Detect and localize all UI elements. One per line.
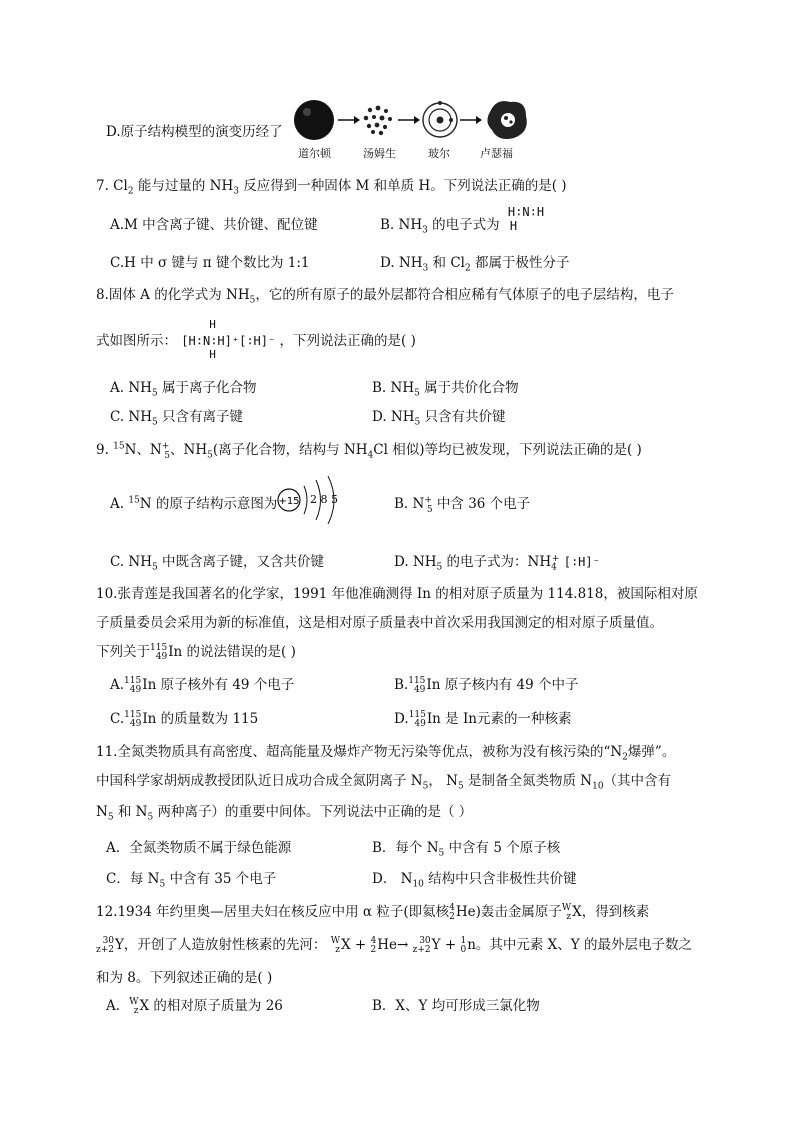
q11-option-d: D． $N_{10}$ 结构中只含非极性共价键 bbox=[372, 871, 577, 890]
q9-option-d: D. $NH_5$ 的电子式为：$NH_4^+$ [∶H]⁻ bbox=[394, 553, 600, 573]
q6-option-d-text: D.原子结构模型的演变历经了 bbox=[106, 124, 283, 140]
q8-option-c: C. $NH_5$ 只含有离子键 bbox=[110, 409, 244, 428]
atom-structure-diagram-icon bbox=[276, 476, 346, 528]
q11-option-c: C．每 $N_5$ 中含有 35 个电子 bbox=[106, 871, 277, 890]
q7-stem: 7. $Cl_2$ 能与过量的 $NH_3$ 反应得到一种固体 M 和单质 H。下列说法正确的是( ) bbox=[96, 178, 567, 197]
q8-stem: 8.固体 A 的化学式为 $NH_5$，它的所有原子的最外层都符合相应稀有气体原子的电子层结构，电子 bbox=[96, 287, 674, 306]
q12-option-a: A． W z X 的相对原子质量为 26 bbox=[106, 996, 283, 1016]
dalton-model-icon bbox=[294, 100, 334, 140]
q12-line2: 30 z+2 Y，开创了人造放射性核素的先河： W z X + 4 2 He→ 30 z+2 Y + 1 0 n。其中元素 X、Y 的最外层电子数之 bbox=[96, 935, 692, 955]
q10-line3: 下列关于 115 49 In 的说法错误的是( ) bbox=[96, 642, 296, 662]
thomson-label: 汤姆生 bbox=[363, 147, 396, 160]
q10-option-a: A. 115 49 In 原子核外有 49 个电子 bbox=[110, 675, 295, 695]
q12-option-b: B．X、Y 均可形成三氯化物 bbox=[372, 998, 540, 1014]
q8-stem-line2: 式如图所示： H [H∶N∶H]⁺[∶H]⁻ H ，下列说法正确的是( ) bbox=[96, 318, 416, 361]
q11-line3: $N_5$ 和 $N_5$ 两种离子）的重要中间体。下列说法中正确的是（ ） bbox=[96, 804, 473, 823]
rutherford-model-icon bbox=[487, 101, 526, 139]
q9-stem: 9. $^{15}$N、$N^+_5$、$NH_5$(离子化合物，结构与 $NH_4Cl$ 相似)等均已被发现，下列说法正确的是( ) bbox=[96, 441, 642, 461]
q11-line2: 中国科学家胡炳成教授团队近日成功合成全氮阴离子 $N_5$， $N_5$ 是制备全氮类物质 $N_{10}$（其中含有 bbox=[96, 773, 672, 792]
rutherford-label: 卢瑟福 bbox=[480, 147, 513, 160]
q8-option-d: D. $NH_5$ 只含有共价键 bbox=[372, 409, 506, 428]
q12-line3: 和为 8。下列叙述正确的是( ) bbox=[96, 970, 273, 986]
q7-option-b: B. $NH_3$ 的电子式为 H∶N∶H H bbox=[380, 205, 545, 236]
q8-option-a: A. $NH_5$ 属于离子化合物 bbox=[110, 380, 257, 399]
shell-electrons-label: 2 8 5 bbox=[310, 493, 338, 506]
q12-line1: 12.1934 年约里奥—居里夫妇在核反应中用 α 粒子(即氦核 4 2 He)轰击金属原子 W z X，得到核素 bbox=[96, 902, 650, 922]
q9-option-b: B. $N^+_5$ 中含 36 个电子 bbox=[394, 495, 531, 515]
q11-option-b: B．每个 $N_5$ 中含有 5 个原子核 bbox=[372, 840, 561, 859]
q10-option-c: C. 115 49 In 的质量数为 115 bbox=[110, 709, 259, 729]
q9-option-a: A. $^{15}$N 的原子结构示意图为 bbox=[110, 495, 278, 512]
q10-line2: 子质量委员会采用为新的标准值，这是相对原子质量表中首次采用我国测定的相对原子质量值。 bbox=[96, 615, 663, 631]
nh3-electron-formula: H∶N∶H H bbox=[507, 205, 545, 233]
q10-option-d: D. 115 49 In 是 In元素的一种核素 bbox=[394, 709, 572, 729]
bohr-model-icon bbox=[423, 101, 457, 137]
q9-option-c: C. $NH_5$ 中既含离子键，又含共价键 bbox=[110, 554, 325, 573]
q6-option-d bbox=[106, 120, 283, 140]
q11-option-a: A．全氮类物质不属于绿色能源 bbox=[106, 840, 292, 856]
q10-option-b: B. 115 49 In 原子核内有 49 个中子 bbox=[394, 675, 579, 695]
dalton-label: 道尔顿 bbox=[298, 147, 331, 160]
q7-option-c: C.H 中 σ 键与 π 键个数比为 1:1 bbox=[110, 255, 310, 271]
nh5-electron-formula: H [H∶N∶H]⁺[∶H]⁻ H bbox=[181, 318, 276, 361]
nucleus-label: +15 bbox=[278, 496, 300, 507]
q7-option-a: A.M 中含离子键、共价键、配位键 bbox=[110, 217, 318, 233]
in-115-nuclide: 115 49 bbox=[150, 642, 168, 662]
bohr-label: 玻尔 bbox=[428, 147, 450, 160]
thomson-model-icon bbox=[362, 104, 394, 136]
q7-option-d: D. $NH_3$ 和 $Cl_2$ 都属于极性分子 bbox=[380, 255, 570, 274]
q8-option-b: B. $NH_5$ 属于共价化合物 bbox=[372, 380, 519, 399]
q11-line1: 11.全氮类物质具有高密度、超高能量及爆炸产物无污染等优点，被称为没有核污染的“$N_2$爆弹”。 bbox=[96, 744, 676, 763]
q10-line1: 10.张青莲是我国著名的化学家，1991 年他准确测得 In 的相对原子质量为 114.818，被国际相对原 bbox=[96, 586, 698, 602]
